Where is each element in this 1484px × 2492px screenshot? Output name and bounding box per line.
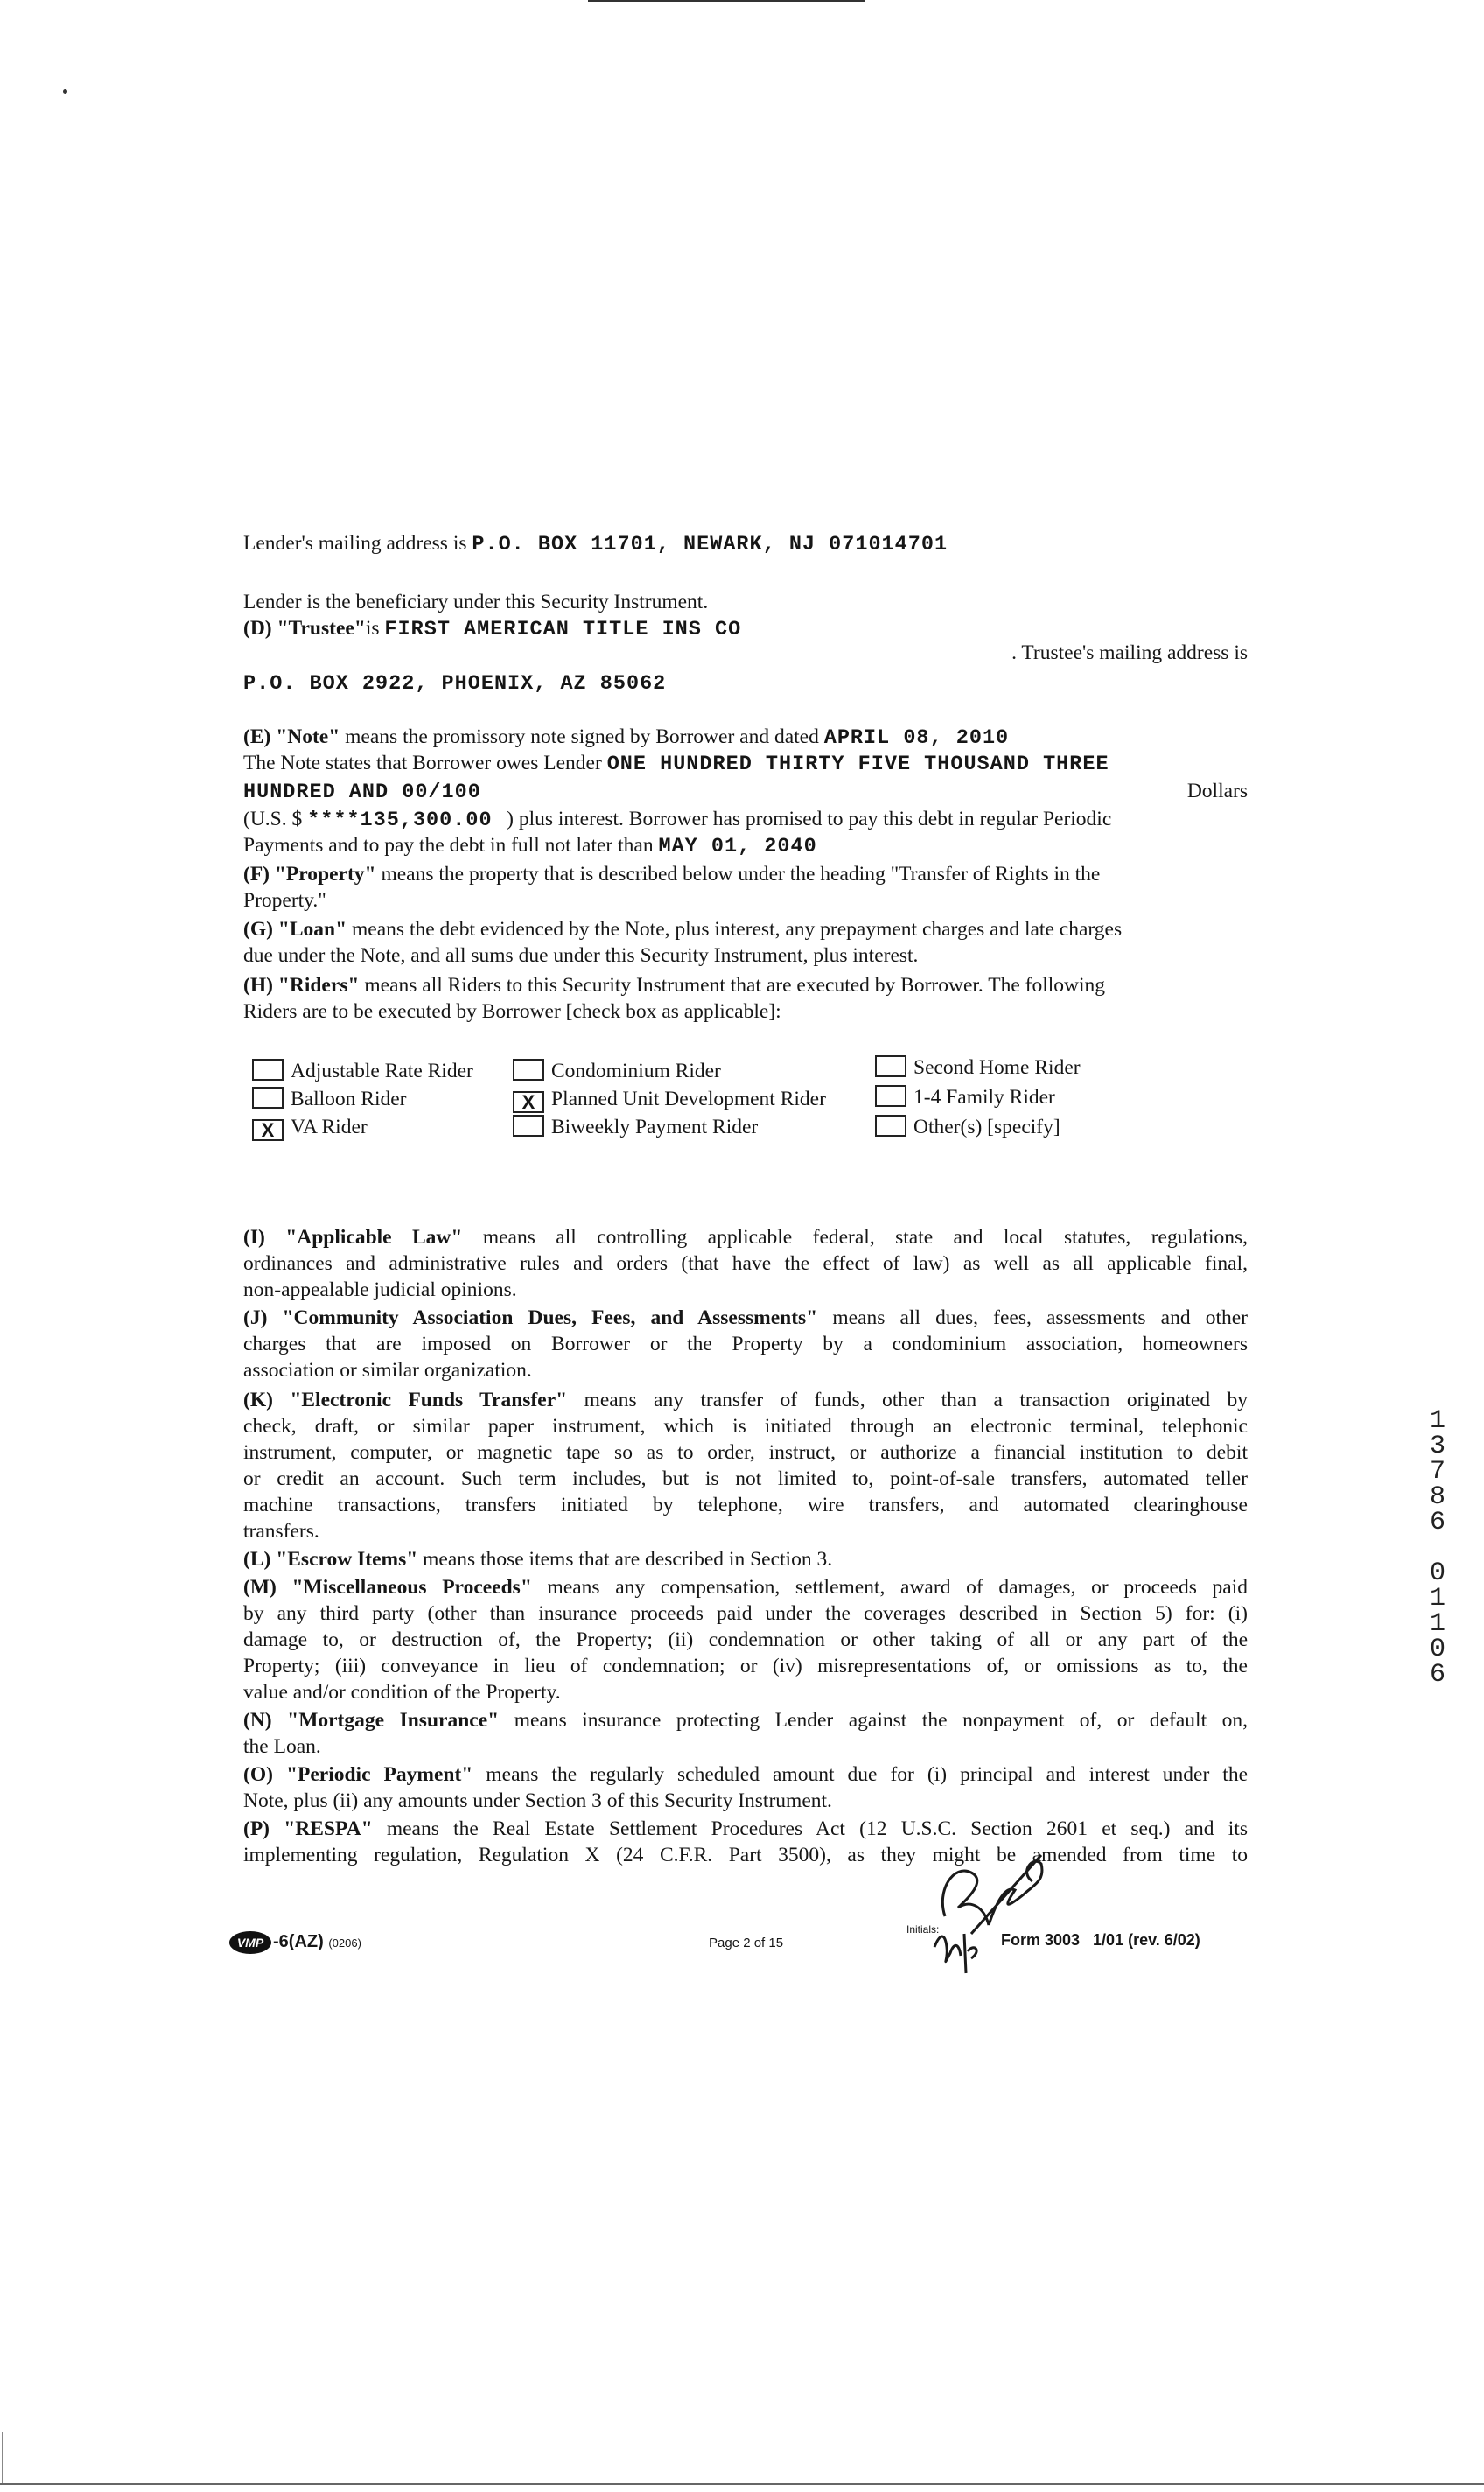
checkbox-box[interactable]	[513, 1115, 544, 1137]
trustee-mailing-label: . Trustee's mailing address is	[1012, 641, 1248, 664]
eft-line-2: check, draft, or similar paper instrument, which is initiated through an electronic terminal, telephonic	[243, 1415, 1248, 1438]
checkbox-balloon-rider[interactable]: Balloon Rider	[252, 1085, 407, 1113]
lender-mailing-address: P.O. BOX 11701, NEWARK, NJ 071014701	[472, 533, 948, 556]
form-code: -6(AZ) (0206)	[273, 1932, 361, 1951]
speck	[63, 89, 67, 94]
initials-label: Initials:	[906, 1923, 940, 1936]
riders-line-2: Riders are to be executed by Borrower [check box as applicable]:	[243, 1000, 781, 1023]
checkbox-box[interactable]	[875, 1055, 906, 1077]
community-line-1: (J) "Community Association Dues, Fees, and Assessments" means all dues, fees, assessments and other	[243, 1306, 1248, 1329]
misc-line-5: value and/or condition of the Property.	[243, 1681, 561, 1704]
riders-line-1: (H) "Riders" means all Riders to this Security Instrument that are executed by Borrower. The following	[243, 974, 1106, 997]
note-line-2: The Note states that Borrower owes Lender ONE HUNDRED THIRTY FIVE THOUSAND THREE	[243, 752, 1110, 776]
note-line-5: Payments and to pay the debt in full not later than MAY 01, 2040	[243, 834, 817, 858]
checkbox-second-home-rider[interactable]: Second Home Rider	[875, 1054, 1081, 1082]
periodic-line-2: Note, plus (ii) any amounts under Section 3 of this Security Instrument.	[243, 1789, 832, 1812]
note-line-1: (E) "Note" means the promissory note signed by Borrower and dated APRIL 08, 2010	[243, 725, 1010, 750]
checkbox-box[interactable]	[252, 1087, 284, 1109]
misc-line-3: damage to, or destruction of, the Property; (ii) condemnation or other taking of all or any part of the	[243, 1628, 1248, 1651]
eft-line-4: or credit an account. Such term includes, but is not limited to, point-of-sale transfers, automated teller	[243, 1467, 1248, 1490]
vmp-logo: VMP	[229, 1931, 271, 1954]
checkbox-va-rider[interactable]: X VA Rider	[252, 1113, 368, 1141]
community-line-3: association or similar organization.	[243, 1359, 532, 1382]
applicable-law-line-3: non-appealable judicial opinions.	[243, 1278, 517, 1301]
checkbox-box[interactable]	[513, 1059, 544, 1081]
checkbox-condominium-rider[interactable]: Condominium Rider	[513, 1057, 721, 1085]
left-edge-line	[2, 2432, 4, 2485]
mi-line-1: (N) "Mortgage Insurance" means insurance protecting Lender against the nonpayment of, or default on,	[243, 1709, 1248, 1732]
eft-line-6: transfers.	[243, 1520, 319, 1543]
note-date: APRIL 08, 2010	[823, 726, 1010, 750]
eft-line-3: instrument, computer, or magnetic tape so as to order, instruct, or authorize a financial institution to debit	[243, 1441, 1248, 1464]
eft-line-1: (K) "Electronic Funds Transfer" means any transfer of funds, other than a transaction originated by	[243, 1389, 1248, 1411]
maturity-date: MAY 01, 2040	[658, 835, 817, 858]
initials-signature	[919, 1802, 1076, 1995]
bottom-edge-line	[0, 2483, 1484, 2485]
lender-mailing-line: Lender's mailing address is P.O. BOX 11701, NEWARK, NJ 071014701	[243, 532, 948, 556]
respa-line-1: (P) "RESPA" means the Real Estate Settlement Procedures Act (12 U.S.C. Section 2601 et seq.) and its	[243, 1817, 1248, 1840]
escrow-line: (L) "Escrow Items" means those items that are described in Section 3.	[243, 1548, 833, 1571]
eft-line-5: machine transactions, transfers initiated by telephone, wire transfers, and automated clearinghouse	[243, 1494, 1248, 1516]
loan-line-2: due under the Note, and all sums due under this Security Instrument, plus interest.	[243, 944, 919, 967]
page-number: Page 2 of 15	[709, 1936, 784, 1950]
misc-line-2: by any third party (other than insurance proceeds paid under the coverages described in Section 5) for: (i)	[243, 1602, 1248, 1625]
checkbox-box[interactable]	[875, 1085, 906, 1107]
misc-line-1: (M) "Miscellaneous Proceeds" means any compensation, settlement, award of damages, or proceeds paid	[243, 1576, 1248, 1599]
trustee-line: (D) "Trustee"is FIRST AMERICAN TITLE INS CO	[243, 617, 742, 641]
applicable-law-line-1: (I) "Applicable Law" means all controlling applicable federal, state and local statutes, regulations,	[243, 1226, 1248, 1249]
trustee-name: FIRST AMERICAN TITLE INS CO	[384, 618, 742, 641]
respa-line-2: implementing regulation, Regulation X (24 C.F.R. Part 3500), as they might be amended from time to	[243, 1844, 1248, 1866]
applicable-law-line-2: ordinances and administrative rules and orders (that have the effect of law) as well as all applicable final,	[243, 1252, 1248, 1275]
checkbox-adjustable-rate-rider[interactable]: Adjustable Rate Rider	[252, 1057, 473, 1085]
checkbox-other-rider[interactable]: Other(s) [specify]	[875, 1113, 1060, 1141]
checkbox-box[interactable]: X	[513, 1091, 544, 1113]
trustee-address: P.O. BOX 2922, PHOENIX, AZ 85062	[243, 672, 667, 696]
loan-line-1: (G) "Loan" means the debt evidenced by the Note, plus interest, any prepayment charges and late charges	[243, 918, 1123, 941]
property-line-1: (F) "Property" means the property that is described below under the heading "Transfer of Rights in the	[243, 863, 1101, 886]
note-line-3: HUNDRED AND 00/100 Dollars	[243, 780, 1248, 804]
beneficiary-line: Lender is the beneficiary under this Security Instrument.	[243, 591, 709, 613]
periodic-line-1: (O) "Periodic Payment" means the regularly scheduled amount due for (i) principal and interest under the	[243, 1763, 1249, 1786]
form-number: Form 3003 1/01 (rev. 6/02)	[1001, 1931, 1200, 1949]
misc-line-4: Property; (iii) conveyance in lieu of condemnation; or (iv) misrepresentations of, or omissions as to, the	[243, 1655, 1248, 1677]
top-rule	[588, 0, 864, 2]
checkbox-biweekly-payment-rider[interactable]: Biweekly Payment Rider	[513, 1113, 758, 1141]
checkbox-box[interactable]: X	[252, 1119, 284, 1141]
amount-words: ONE HUNDRED THIRTY FIVE THOUSAND THREE	[606, 752, 1110, 776]
note-line-4: (U.S. $ ****135,300.00 ) plus interest. Borrower has promised to pay this debt in regular Periodic	[243, 805, 1248, 835]
checkbox-box[interactable]	[252, 1059, 284, 1081]
checkbox-pud-rider[interactable]: X Planned Unit Development Rider	[513, 1085, 826, 1113]
checkbox-box[interactable]	[875, 1115, 906, 1137]
mi-line-2: the Loan.	[243, 1735, 321, 1758]
loan-amount: ****135,300.00	[307, 808, 493, 832]
checkbox-family-rider[interactable]: 1-4 Family Rider	[875, 1083, 1055, 1111]
property-line-2: Property."	[243, 889, 326, 912]
side-stamp: 1 3 7 8 6 0 1 1 0 6	[1429, 1406, 1446, 1690]
community-line-2: charges that are imposed on Borrower or the Property by a condominium association, homeowners	[243, 1333, 1248, 1355]
